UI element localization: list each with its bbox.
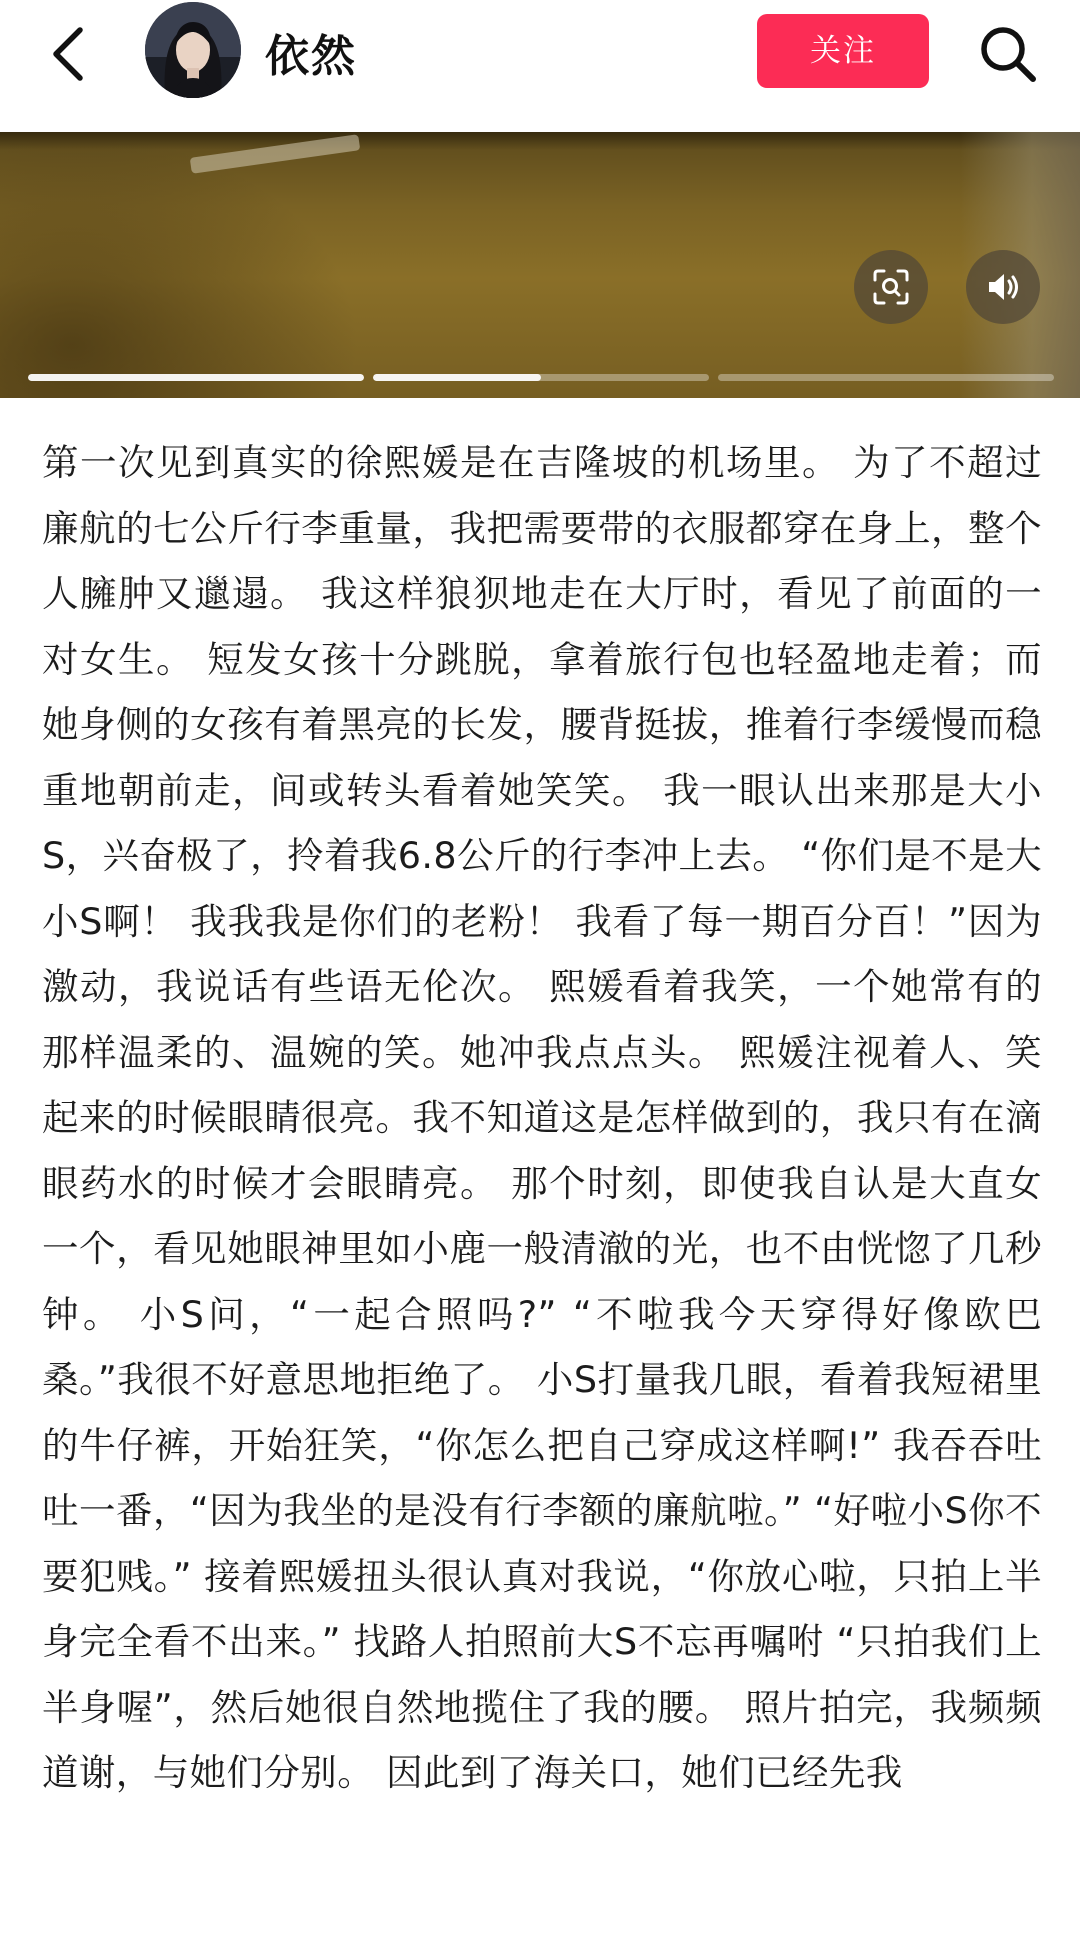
progress-segment [28,374,364,381]
text-fade-overlay [0,1868,1080,1938]
progress-fill [28,374,364,381]
media-viewer[interactable] [0,132,1080,398]
back-button[interactable] [38,18,98,88]
post-body-text: 第一次见到真实的徐熙媛是在吉隆坡的机场里。 为了不超过廉航的七公斤行李重量，我把需要带的衣服都穿在身上，整个人臃肿又邋遢。 我这样狼狈地走在大厅时，看见了前面的一对女生。 短发女孩十分跳脱，拿着旅行包也轻盈地走着；而她身侧的女孩有着黑亮的长发，腰背挺拔，推着行李缓慢而稳重地朝前走，间或转头看着她笑笑。 我一眼认出来那是大小S，兴奋极了，拎着我6.8公斤的行李冲上去。 “你们是不是大小S啊！ 我我我是你们的老粉！ 我看了每一期百分百！”因为激动，我说话有些语无伦次。 熙媛看着我笑，一个她常有的那样温柔的、温婉的笑。她冲我点点头。 熙媛注视着人、笑起来的时候眼睛很亮。我不知道这是怎样做到的，我只有在滴眼药水的时候才会眼睛亮。 那个时刻，即使我自认是大直女一个，看见她眼神里如小鹿一般清澈的光，也不由恍惚了几秒钟。 小S问，“一起合照吗?” “不啦我今天穿得好像欧巴桑。”我很不好意思地拒绝了。 小S打量我几眼，看着我短裙里的牛仔裤，开始狂笑，“你怎么把自己穿成这样啊!” 我吞吞吐吐一番，“因为我坐的是没有行李额的廉航啦。” “好啦小S你不要犯贱。” 接着熙媛扭头很认真对我说，“你放心啦，只拍上半身完全看不出来。” 找路人拍照前大S不忘再嘱咐 “只拍我们上半身喔”，然后她很自然地揽住了我的腰。 照片拍完，我频频道谢，与她们分别。 因此到了海关口，她们已经先我 [42,441,1042,1794]
volume-button[interactable] [966,250,1040,324]
username[interactable]: 依然 [265,31,357,82]
progress-fill [373,374,541,381]
media-shadow [0,132,360,398]
search-button[interactable] [976,22,1040,86]
scan-icon [871,267,911,307]
search-icon [976,22,1040,86]
avatar[interactable] [145,2,241,98]
progress-segment [718,374,1054,381]
top-bar [0,0,1080,132]
progress-segment [373,374,709,381]
avatar-portrait [145,2,241,98]
scan-button[interactable] [854,250,928,324]
volume-icon [983,267,1023,307]
back-arrow-icon [38,18,98,88]
follow-button[interactable]: 关注 [757,14,929,88]
